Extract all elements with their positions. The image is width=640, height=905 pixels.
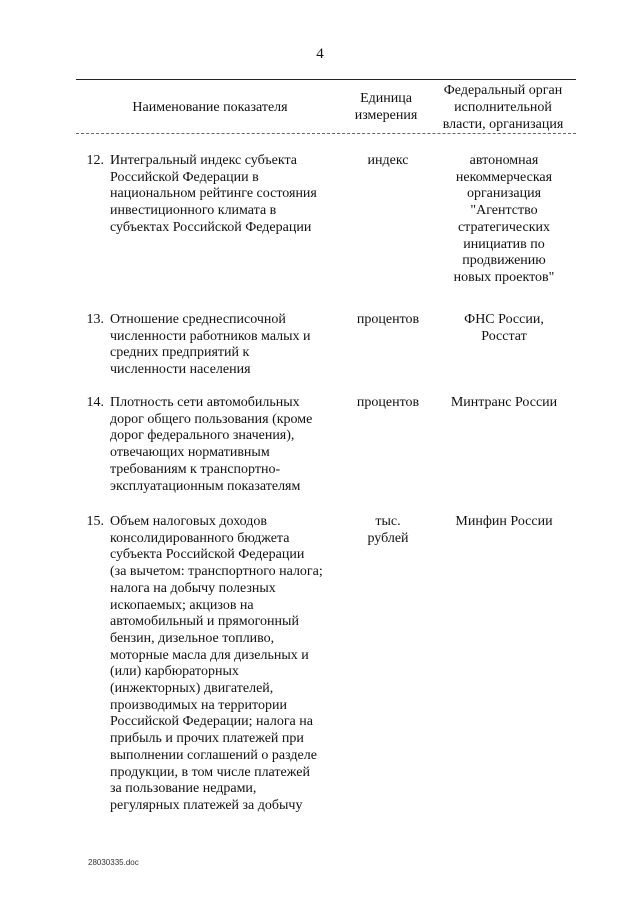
responsible-authority [432,312,576,345]
text-line: Объем налоговых доходов [110,514,267,529]
text-line: инвестиционного климата в [110,203,277,219]
text-line: продукции, в том числе платежей [110,764,310,780]
text-line: отвечающих нормативным [110,445,270,461]
text-line: Минтранс России [450,395,558,410]
text-line: стратегических [457,219,551,235]
table-top-rule [76,79,576,80]
text-line: моторные масла для дизельных и [110,647,309,663]
header-authority [432,82,574,133]
responsible-authority [432,153,576,287]
text-line: регулярных платежей за добычу [110,797,303,813]
text-line: прибыль и прочих платежей при [110,731,304,747]
text-line: инициатив по [463,236,545,252]
text-line: ископаемых; акцизов на [110,597,254,613]
indicator-name [110,395,340,495]
text-line: рублей [367,530,409,546]
row-number: 14. [86,395,104,410]
header-line: Наименование показателя [132,100,288,115]
text-line: процентов [356,312,420,327]
text-line: эксплуатационным показателям [110,478,301,494]
text-line: Росстат [481,328,527,344]
text-line: автомобильный и прямогонный [110,614,299,630]
responsible-authority [432,514,576,531]
text-line: Российской Федерации; налога на [110,714,313,730]
text-line: требованиям к транспортно- [110,461,281,477]
indicator-name [110,312,340,379]
unit-of-measure [344,395,432,412]
header-indicator-name [100,99,320,116]
text-line: индекс [367,153,409,168]
row-number: 12. [86,153,104,168]
text-line: продвижению [462,253,546,269]
text-line: "Агентство [470,203,538,219]
header-unit [340,90,432,124]
text-line: производимых на территории [110,697,287,713]
header-line: исполнительной [454,100,552,115]
responsible-authority [432,395,576,412]
text-line: налога на добычу полезных [110,580,276,596]
text-line: (или) карбюраторных [110,664,239,680]
indicator-name [110,153,340,237]
text-line: дорог федерального значения), [110,428,295,444]
text-line: выполнении соглашений о разделе [110,747,317,763]
text-line: ФНС России, [464,312,544,327]
text-line: новых проектов" [453,269,555,285]
document-filename: 28030335.doc [88,858,139,867]
indicator-name [110,514,340,815]
text-line: (за вычетом: транспортного налога; [110,564,323,580]
text-line: Минфин России [455,514,553,529]
text-line: субъекта Российской Федерации [110,547,305,563]
header-line: Единица [360,91,412,106]
header-line: власти, организация [442,117,564,132]
text-line: консолидированного бюджета [110,530,290,546]
unit-of-measure [344,153,432,170]
text-line: организация [466,186,542,202]
text-line: субъектах Российской Федерации [110,219,312,235]
text-line: автономная [469,153,539,168]
row-number: 13. [86,312,104,327]
text-line: Российской Федерации в [110,169,259,185]
text-line: (инжекторных) двигателей, [110,681,274,697]
text-line: национальном рейтинге состояния [110,186,317,202]
text-line: тыс. [375,514,401,529]
text-line: Плотность сети автомобильных [110,395,300,410]
header-line: измерения [354,108,418,123]
text-line: бензин, дизельное топливо, [110,630,275,646]
text-line: процентов [356,395,420,410]
text-line: Интегральный индекс субъекта [110,153,297,168]
page-number: 4 [316,46,324,62]
unit-of-measure [344,312,432,329]
text-line: численности населения [110,362,251,378]
row-number: 15. [86,514,104,529]
header-separator-rule [76,133,576,134]
header-line: Федеральный орган [443,83,563,98]
text-line: за пользование недрами, [110,781,257,797]
unit-of-measure [344,514,432,547]
text-line: Отношение среднесписочной [110,312,286,327]
text-line: численности работников малых и [110,328,311,344]
text-line: средних предприятий к [110,345,250,361]
text-line: дорог общего пользования (кроме [110,411,313,427]
text-line: некоммерческая [455,169,553,185]
